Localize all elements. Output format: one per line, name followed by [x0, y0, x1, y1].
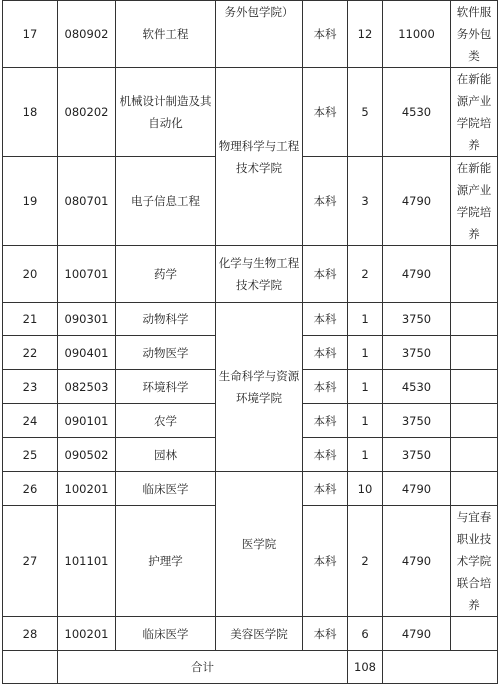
- row-number: 28: [3, 617, 58, 651]
- row-number: 20: [3, 246, 58, 303]
- tuition-fee: 4530: [383, 68, 451, 157]
- plan-count: 2: [348, 246, 383, 303]
- major-name: 药学: [116, 246, 216, 303]
- total-blank: [3, 651, 58, 684]
- remark: [451, 404, 498, 438]
- total-count: 108: [348, 651, 383, 684]
- major-code: 090502: [58, 438, 116, 472]
- tuition-fee: 4790: [383, 246, 451, 303]
- degree-level: 本科: [303, 472, 348, 506]
- plan-count: 6: [348, 617, 383, 651]
- plan-count: 1: [348, 303, 383, 336]
- major-name: 临床医学: [116, 472, 216, 506]
- major-code: 090101: [58, 404, 116, 438]
- tuition-fee: 4790: [383, 157, 451, 246]
- college-name: 务外包学院）: [216, 1, 303, 68]
- table-row: [3, 617, 498, 651]
- row-number: 26: [3, 472, 58, 506]
- plan-count: 10: [348, 472, 383, 506]
- row-number: 22: [3, 336, 58, 370]
- major-name: 园林: [116, 438, 216, 472]
- plan-count: 1: [348, 404, 383, 438]
- major-code: 080902: [58, 1, 116, 68]
- plan-count: 1: [348, 370, 383, 404]
- plan-count: 3: [348, 157, 383, 246]
- remark: [451, 370, 498, 404]
- total-label: 合计: [58, 651, 348, 684]
- row-number: 23: [3, 370, 58, 404]
- major-name: 动物科学: [116, 303, 216, 336]
- table-row: [3, 472, 498, 506]
- table-row: [3, 68, 498, 157]
- table-row: [3, 303, 498, 336]
- major-code: 090401: [58, 336, 116, 370]
- major-code: 080202: [58, 68, 116, 157]
- total-blank-right: [383, 651, 498, 684]
- major-name: 环境科学: [116, 370, 216, 404]
- remark: 与宜春职业技术学院联合培养: [451, 506, 498, 617]
- degree-level: 本科: [303, 246, 348, 303]
- tuition-fee: 3750: [383, 404, 451, 438]
- row-number: 18: [3, 68, 58, 157]
- tuition-fee: 4790: [383, 472, 451, 506]
- tuition-fee: 4790: [383, 617, 451, 651]
- degree-level: 本科: [303, 1, 348, 68]
- college-name: 化学与生物工程技术学院: [216, 246, 303, 303]
- college-name: 医学院: [216, 472, 303, 617]
- remark: [451, 472, 498, 506]
- major-name: 机械设计制造及其自动化: [116, 68, 216, 157]
- row-number: 21: [3, 303, 58, 336]
- table-row: [3, 1, 498, 68]
- total-row: [3, 651, 498, 684]
- degree-level: 本科: [303, 370, 348, 404]
- row-number: 24: [3, 404, 58, 438]
- row-number: 19: [3, 157, 58, 246]
- major-code: 100201: [58, 617, 116, 651]
- plan-count: 1: [348, 336, 383, 370]
- major-code: 082503: [58, 370, 116, 404]
- tuition-fee: 4530: [383, 370, 451, 404]
- major-code: 090301: [58, 303, 116, 336]
- major-name: 护理学: [116, 506, 216, 617]
- plan-count: 12: [348, 1, 383, 68]
- degree-level: 本科: [303, 506, 348, 617]
- degree-level: 本科: [303, 68, 348, 157]
- remark: [451, 617, 498, 651]
- plan-count: 2: [348, 506, 383, 617]
- plan-count: 1: [348, 438, 383, 472]
- degree-level: 本科: [303, 157, 348, 246]
- degree-level: 本科: [303, 336, 348, 370]
- table-row: [3, 246, 498, 303]
- major-name: 电子信息工程: [116, 157, 216, 246]
- plan-count: 5: [348, 68, 383, 157]
- college-name: 生命科学与资源环境学院: [216, 303, 303, 472]
- remark: 软件服务外包类: [451, 1, 498, 68]
- row-number: 27: [3, 506, 58, 617]
- remark: [451, 336, 498, 370]
- degree-level: 本科: [303, 617, 348, 651]
- remark: [451, 246, 498, 303]
- tuition-fee: 4790: [383, 506, 451, 617]
- degree-level: 本科: [303, 404, 348, 438]
- tuition-fee: 3750: [383, 438, 451, 472]
- major-code: 100701: [58, 246, 116, 303]
- remark: 在新能源产业学院培养: [451, 68, 498, 157]
- major-name: 临床医学: [116, 617, 216, 651]
- degree-level: 本科: [303, 303, 348, 336]
- college-name: 美容医学院: [216, 617, 303, 651]
- enrollment-table: [2, 0, 498, 684]
- tuition-fee: 11000: [383, 1, 451, 68]
- college-name: 物理科学与工程技术学院: [216, 68, 303, 246]
- row-number: 25: [3, 438, 58, 472]
- major-name: 软件工程: [116, 1, 216, 68]
- major-name: 农学: [116, 404, 216, 438]
- major-name: 动物医学: [116, 336, 216, 370]
- tuition-fee: 3750: [383, 336, 451, 370]
- major-code: 101101: [58, 506, 116, 617]
- tuition-fee: 3750: [383, 303, 451, 336]
- major-code: 100201: [58, 472, 116, 506]
- remark: [451, 303, 498, 336]
- row-number: 17: [3, 1, 58, 68]
- degree-level: 本科: [303, 438, 348, 472]
- major-code: 080701: [58, 157, 116, 246]
- remark: [451, 438, 498, 472]
- remark: 在新能源产业学院培养: [451, 157, 498, 246]
